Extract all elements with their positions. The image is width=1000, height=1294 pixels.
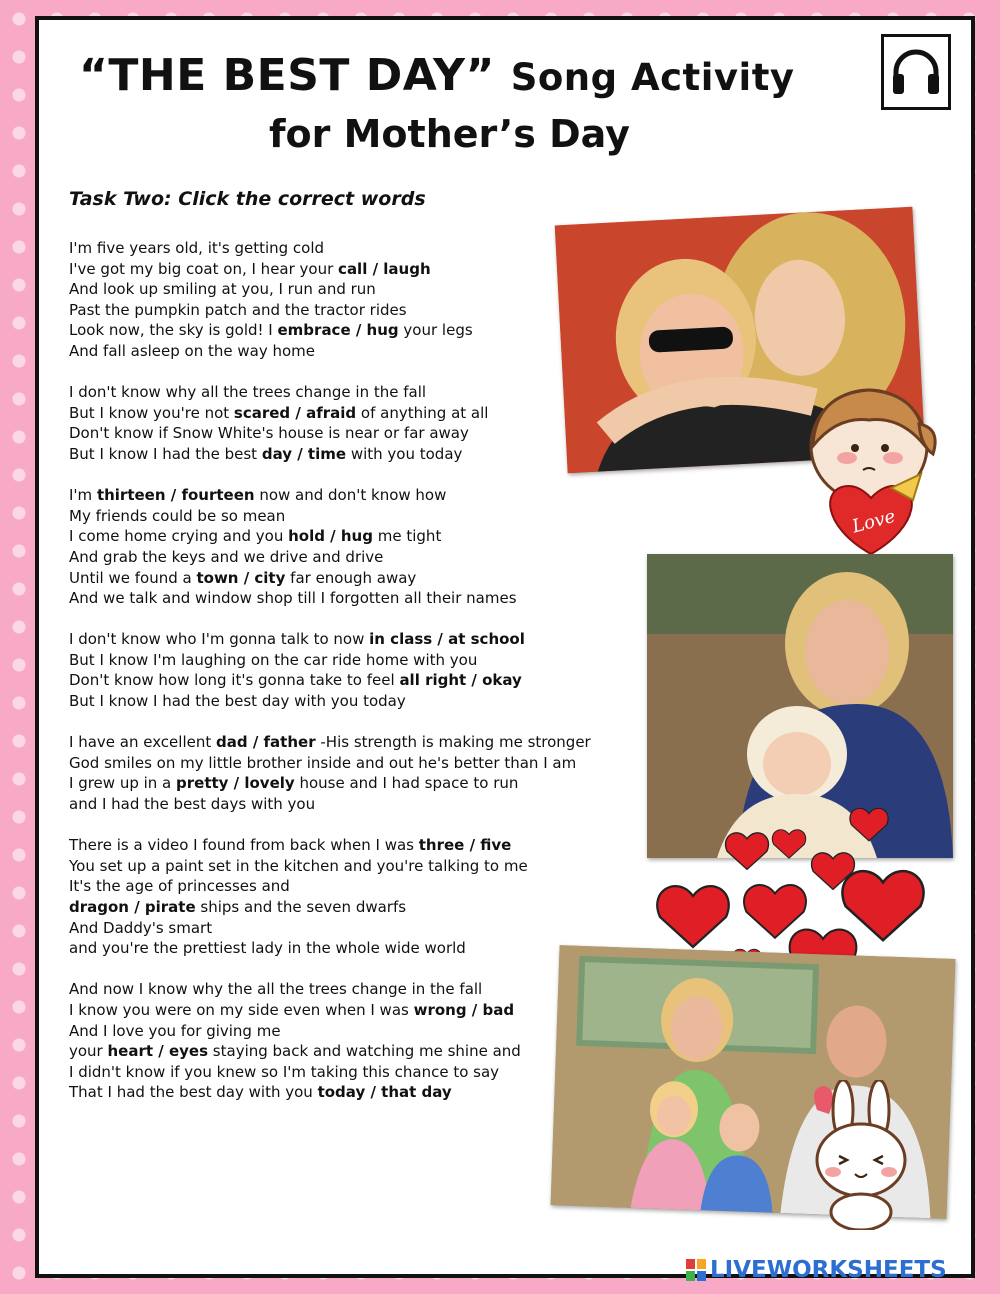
word-choice-thirteen-fourteen[interactable]: thirteen / fourteen (96, 486, 255, 505)
lyric-line (69, 835, 649, 856)
word-choice-allright-okay[interactable]: all right / okay (399, 671, 522, 690)
word-choice-scared-afraid[interactable]: scared / afraid (233, 403, 357, 422)
lyric-text: staying back and watching me shine and (208, 1042, 521, 1061)
lyric-line: Past the pumpkin patch and the tractor rides (69, 300, 407, 319)
lyric-text: with you today (346, 444, 463, 463)
lyric-line (69, 568, 649, 589)
lyric-line: And I love you for giving me (69, 1021, 281, 1040)
lyric-line: And Daddy's smart (69, 918, 213, 937)
stanza-3 (69, 485, 649, 609)
word-choice-town-city[interactable]: town / city (196, 568, 286, 587)
lyric-text: But I know you're not (69, 403, 234, 422)
lyric-line (69, 670, 649, 691)
lyric-line (69, 897, 649, 918)
lyric-text: Until we found a (69, 568, 197, 587)
lyric-line (69, 485, 649, 506)
stanza-5 (69, 732, 649, 814)
word-choice-class-school[interactable]: in class / at school (369, 630, 525, 649)
lyric-line: And we talk and window shop till I forgotten all their names (69, 589, 517, 608)
lyric-text: Don't know how long it's gonna take to feel (69, 671, 400, 690)
headphones-icon (888, 44, 944, 100)
lyric-line: But I know I'm laughing on the car ride home with you (69, 650, 478, 669)
lyric-line: And grab the keys and we drive and drive (69, 547, 384, 566)
love-label: Love (849, 505, 898, 538)
page-title (79, 50, 795, 101)
bunny-sticker (799, 1080, 929, 1230)
lyric-text: I come home crying and you (69, 527, 289, 546)
word-choice-wrong-bad[interactable]: wrong / bad (413, 1000, 515, 1019)
lyric-text: There is a video I found from back when I was (69, 836, 419, 855)
girl-with-heart-sticker (801, 376, 941, 556)
lyric-text: far enough away (285, 568, 417, 587)
worksheet (35, 16, 975, 1278)
lyric-line: I don't know why all the trees change in the fall (69, 383, 427, 402)
lyric-line: Don't know if Snow White's house is near or far away (69, 424, 469, 443)
lyric-text: I have an excellent (69, 733, 217, 752)
lyric-line: I'm five years old, it's getting cold (69, 239, 325, 257)
word-choice-heart-eyes[interactable]: heart / eyes (107, 1042, 209, 1061)
page-title-line2: for Mother’s Day (269, 112, 630, 156)
lyric-line: and I had the best days with you (69, 795, 316, 814)
word-choice-dragon-pirate[interactable]: dragon / pirate (69, 898, 196, 916)
lyric-line: But I know I had the best day with you today (69, 692, 406, 711)
lyric-line: and you're the prettiest lady in the whole wide world (69, 939, 466, 958)
stanza-2 (69, 382, 649, 464)
lyric-line: And look up smiling at you, I run and run (69, 280, 376, 299)
lyric-text: of anything at all (356, 403, 489, 422)
lyric-text: That I had the best day with you (69, 1083, 318, 1102)
liveworksheets-logo-icon (686, 1259, 706, 1281)
lyric-text: I've got my big coat on, I hear your (69, 259, 339, 278)
lyric-text: I know you were on my side even when I was (69, 1000, 414, 1019)
word-choice-embrace-hug[interactable]: embrace / hug (277, 321, 399, 340)
lyric-line (69, 629, 649, 650)
title-subtitle: Song Activity (510, 56, 795, 99)
lyric-line: I didn't know if you knew so I'm taking this chance to say (69, 1062, 500, 1081)
lyric-text: -His strength is making me stronger (315, 733, 591, 752)
word-choice-pretty-lovely[interactable]: pretty / lovely (176, 774, 295, 793)
lyric-line: It's the age of princesses and (69, 877, 290, 896)
word-choice-today-thatday[interactable]: today / that day (317, 1083, 452, 1102)
lyric-text: ships and the seven dwarfs (195, 898, 407, 916)
lyric-line: And fall asleep on the way home (69, 341, 316, 360)
lyric-line (69, 773, 649, 794)
lyric-text: I'm (69, 486, 97, 505)
lyric-line: God smiles on my little brother inside and out he's better than I am (69, 753, 577, 772)
lyric-text: house and I had space to run (294, 774, 519, 793)
lyric-text: Look now, the sky is gold! I (69, 321, 278, 340)
lyric-line (69, 732, 649, 753)
lyric-text: now and don't know how (254, 486, 447, 505)
lyric-line (69, 403, 649, 424)
lyric-line: And now I know why the all the trees change in the fall (69, 980, 483, 999)
word-choice-call-laugh[interactable]: call / laugh (338, 259, 431, 278)
audio-play-button[interactable] (881, 34, 951, 110)
stanza-6 (69, 835, 649, 959)
lyric-line (69, 526, 649, 547)
word-choice-day-time[interactable]: day / time (261, 444, 347, 463)
lyric-text: your (69, 1042, 108, 1061)
lyric-text: I don't know who I'm gonna talk to now (69, 630, 370, 649)
word-choice-hold-hug[interactable]: hold / hug (288, 527, 373, 546)
task-instruction: Task Two: Click the correct words (69, 188, 426, 210)
word-choice-dad-father[interactable]: dad / father (216, 733, 316, 752)
lyric-text: But I know I had the best (69, 444, 262, 463)
lyric-line: You set up a paint set in the kitchen and you're talking to me (69, 856, 528, 875)
lyric-text: I grew up in a (69, 774, 177, 793)
lyric-line (69, 444, 649, 465)
title-song-name: “THE BEST DAY” (79, 50, 495, 101)
word-choice-three-five[interactable]: three / five (418, 836, 512, 855)
liveworksheets-logo-text: LIVEWORKSHEETS (710, 1257, 947, 1283)
stanza-4 (69, 629, 649, 711)
liveworksheets-logo (686, 1256, 986, 1284)
lyric-line: My friends could be so mean (69, 506, 286, 525)
lyric-text: your legs (398, 321, 473, 340)
lyric-text: me tight (372, 527, 442, 546)
